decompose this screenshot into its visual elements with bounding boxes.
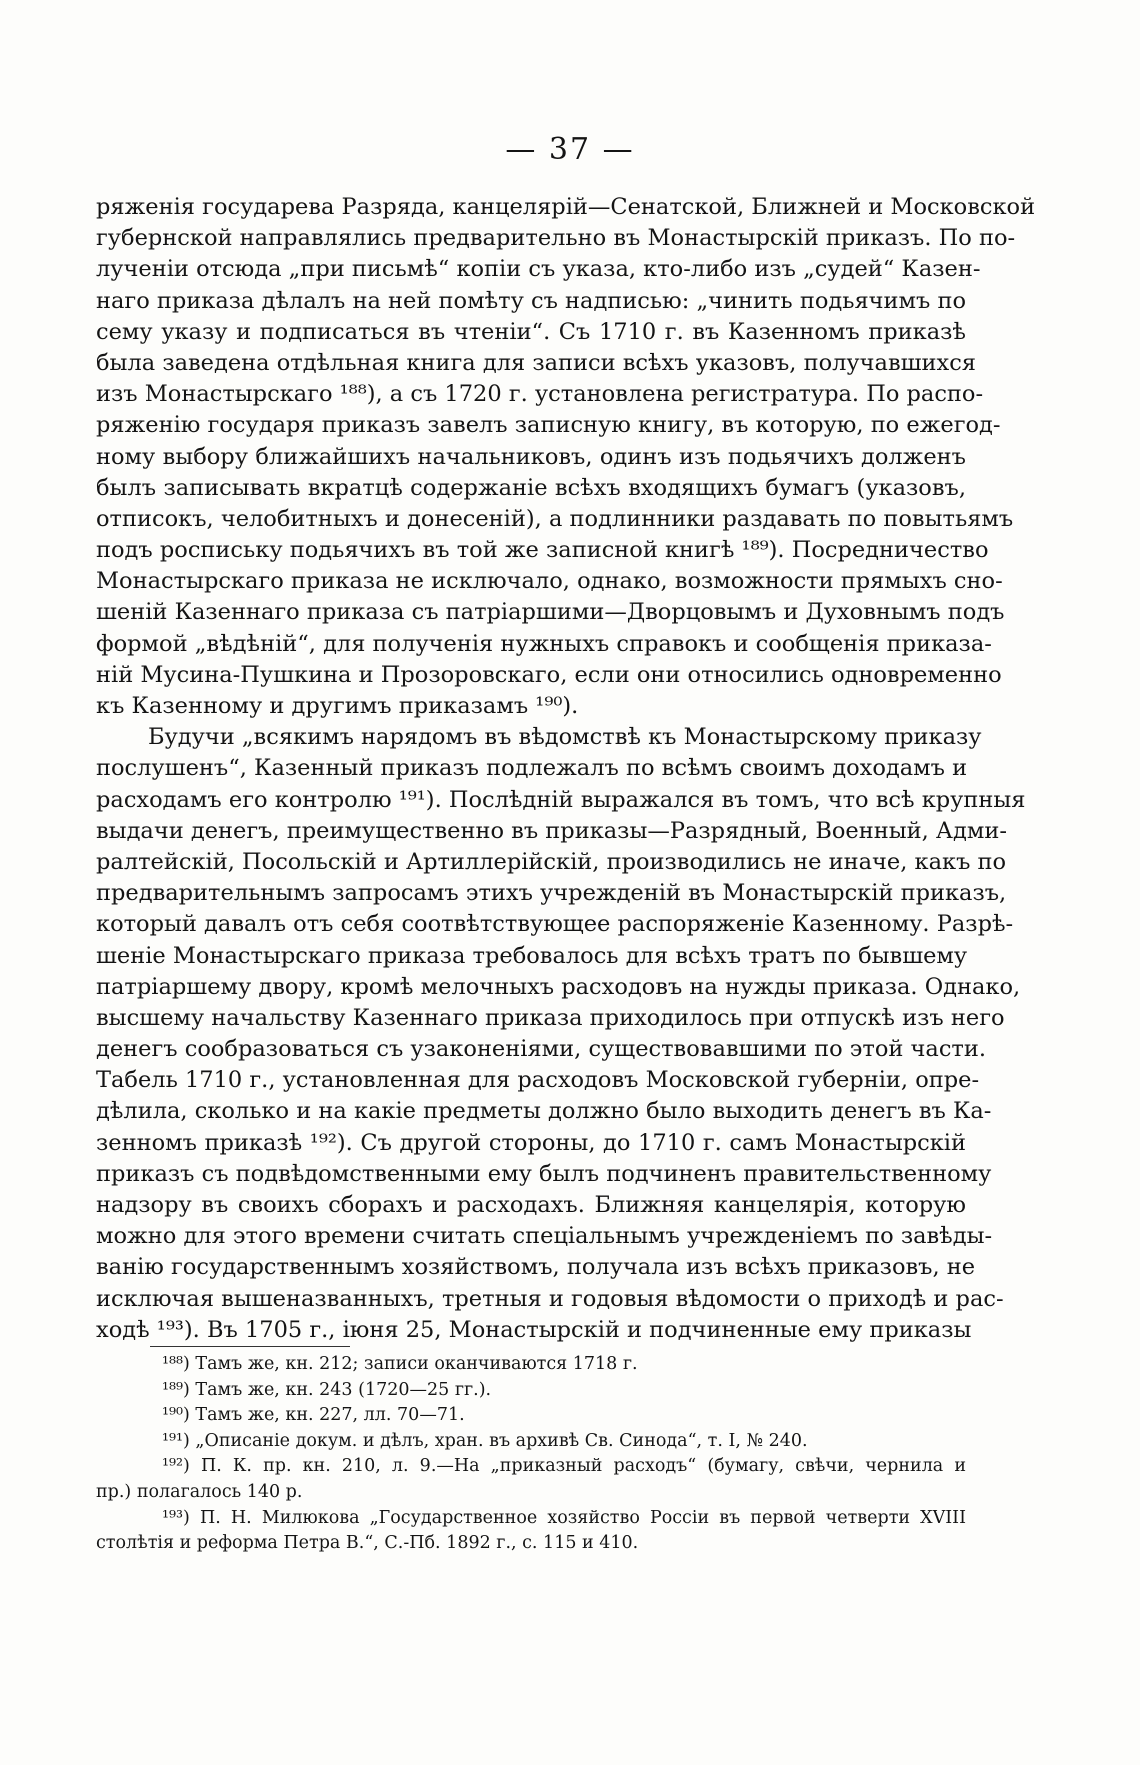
text-line: была заведена отдѣльная книга для записи всѣхъ указовъ, получавшихся <box>96 349 977 376</box>
text-line: который давалъ отъ себя соотвѣтствующее распоряженіе Казенному. Разрѣ- <box>96 911 1014 938</box>
text-line: послушенъ“, Казенный приказъ подлежалъ по всѣмъ своимъ доходамъ и <box>96 755 968 782</box>
text-line: Табель 1710 г., установленная для расходовъ Московской губерніи, опре- <box>96 1067 980 1094</box>
text-line: наго приказа дѣлалъ на ней помѣту съ надписью: „чинить подьячимъ по <box>96 287 967 314</box>
footnote-continuation: пр.) полагалось 140 р. <box>96 1481 303 1502</box>
text-line: зенномъ приказѣ ¹⁹²). Съ другой стороны, до 1710 г. самъ Монастырскій <box>96 1129 966 1156</box>
text-line: формой „вѣдѣній“, для полученія нужныхъ справокъ и сообщенія приказа- <box>96 630 992 657</box>
text-line: лученіи отсюда „при письмѣ“ копіи съ указа, кто-либо изъ „судей“ Казен- <box>96 256 981 283</box>
text-line: ванію государственнымъ хозяйствомъ, получала изъ всѣхъ приказовъ, не <box>96 1254 976 1281</box>
footnote: ¹⁹³) П. Н. Милюкова „Государственное хозяйство Россіи въ первой четверти XVIII <box>162 1507 966 1528</box>
footnote: ¹⁹⁰) Тамъ же, кн. 227, лл. 70—71. <box>162 1405 465 1426</box>
text-line: патріаршему двору, кромѣ мелочныхъ расходовъ на нужды приказа. Однако, <box>96 973 1021 1000</box>
text-line: ному выбору ближайшихъ начальниковъ, одинъ изъ подьячихъ долженъ <box>96 443 966 470</box>
text-line: былъ записывать вкратцѣ содержаніе всѣхъ входящихъ бумагъ (указовъ, <box>96 474 966 501</box>
footnote-continuation: столѣтія и реформа Петра В.“, С.-Пб. 1892 г., с. 115 и 410. <box>96 1533 639 1554</box>
page-number: — 37 — <box>505 132 635 167</box>
footnote: ¹⁸⁹) Тамъ же, кн. 243 (1720—25 гг.). <box>162 1379 492 1400</box>
text-line: шеній Казеннаго приказа съ патріаршими—Дворцовымъ и Духовнымъ подъ <box>96 599 1005 626</box>
text-line: выдачи денегъ, преимущественно въ приказы—Разрядный, Военный, Адми- <box>96 817 1007 844</box>
text-line: ралтейскій, Посольскій и Артиллерійскій, производились не иначе, какъ по <box>96 848 1007 875</box>
text-line: ряженія государева Разряда, канцелярій—Сенатской, Ближней и Московской <box>96 194 1036 220</box>
text-line: расходамъ его контролю ¹⁹¹). Послѣдній выражался въ томъ, что всѣ крупныя <box>96 786 1026 813</box>
text-line: Монастырскаго приказа не исключало, однако, возможности прямыхъ сно- <box>96 568 1003 595</box>
text-line: отписокъ, челобитныхъ и донесеній), а подлинники раздавать по повытьямъ <box>96 505 1014 532</box>
text-line: губернской направлялись предварительно въ Монастырскій приказъ. По по- <box>96 225 1016 252</box>
text-line: ряженію государя приказъ завелъ записную книгу, въ которую, по ежегод- <box>96 412 1001 439</box>
text-line: ходѣ ¹⁹³). Въ 1705 г., іюня 25, Монастырскій и подчиненные ему приказы <box>96 1316 972 1343</box>
footnotes <box>96 1352 966 1557</box>
text-line: исключая вышеназванныхъ, третныя и годовыя вѣдомости о приходѣ и рас- <box>96 1285 1004 1312</box>
text-line: сему указу и подписаться въ чтеніи“. Съ 1710 г. въ Казенномъ приказѣ <box>96 318 966 345</box>
text-line: дѣлила, сколько и на какіе предметы должно было выходить денегъ въ Ка- <box>96 1098 992 1125</box>
body-text <box>96 192 1036 1346</box>
paragraph <box>96 192 1036 722</box>
text-line: подъ роспиську подьячихъ въ той же записной книгѣ ¹⁸⁹). Посредничество <box>96 537 989 564</box>
text-line: ній Мусина-Пушкина и Прозоровскаго, если они относились одновременно <box>96 661 1002 688</box>
footnote: ¹⁹²) П. К. пр. кн. 210, л. 9.—На „приказный расходъ“ (бумагу, свѣчи, чернила и <box>162 1456 966 1477</box>
footnote: ¹⁹¹) „Описаніе докум. и дѣлъ, хран. въ архивѣ Св. Синода“, т. I, № 240. <box>162 1430 808 1451</box>
text-line: надзору въ своихъ сборахъ и расходахъ. Ближняя канцелярія, которую <box>96 1192 966 1218</box>
text-line: приказъ съ подвѣдомственными ему былъ подчиненъ правительственному <box>96 1160 992 1187</box>
text-line: высшему начальству Казеннаго приказа приходилось при отпускѣ изъ него <box>96 1004 1005 1031</box>
text-line: къ Казенному и другимъ приказамъ ¹⁹⁰). <box>96 693 579 719</box>
footnote-separator <box>150 1346 350 1347</box>
paragraph <box>96 722 1026 1346</box>
text-line: шеніе Монастырскаго приказа требовалось для всѣхъ тратъ по бывшему <box>96 942 968 969</box>
text-line: предварительнымъ запросамъ этихъ учрежденій въ Монастырскій приказъ, <box>96 880 1007 907</box>
text-line: можно для этого времени считать спеціальнымъ учрежденіемъ по завѣды- <box>96 1223 993 1250</box>
text-line: Будучи „всякимъ нарядомъ въ вѣдомствѣ къ Монастырскому приказу <box>148 724 982 751</box>
footnote: ¹⁸⁸) Тамъ же, кн. 212; записи оканчиваются 1718 г. <box>162 1354 638 1374</box>
text-line: денегъ сообразоваться съ узаконеніями, существовавшими по этой части. <box>96 1036 987 1063</box>
text-line: изъ Монастырскаго ¹⁸⁸), а съ 1720 г. установлена регистратура. По распо- <box>96 381 984 408</box>
